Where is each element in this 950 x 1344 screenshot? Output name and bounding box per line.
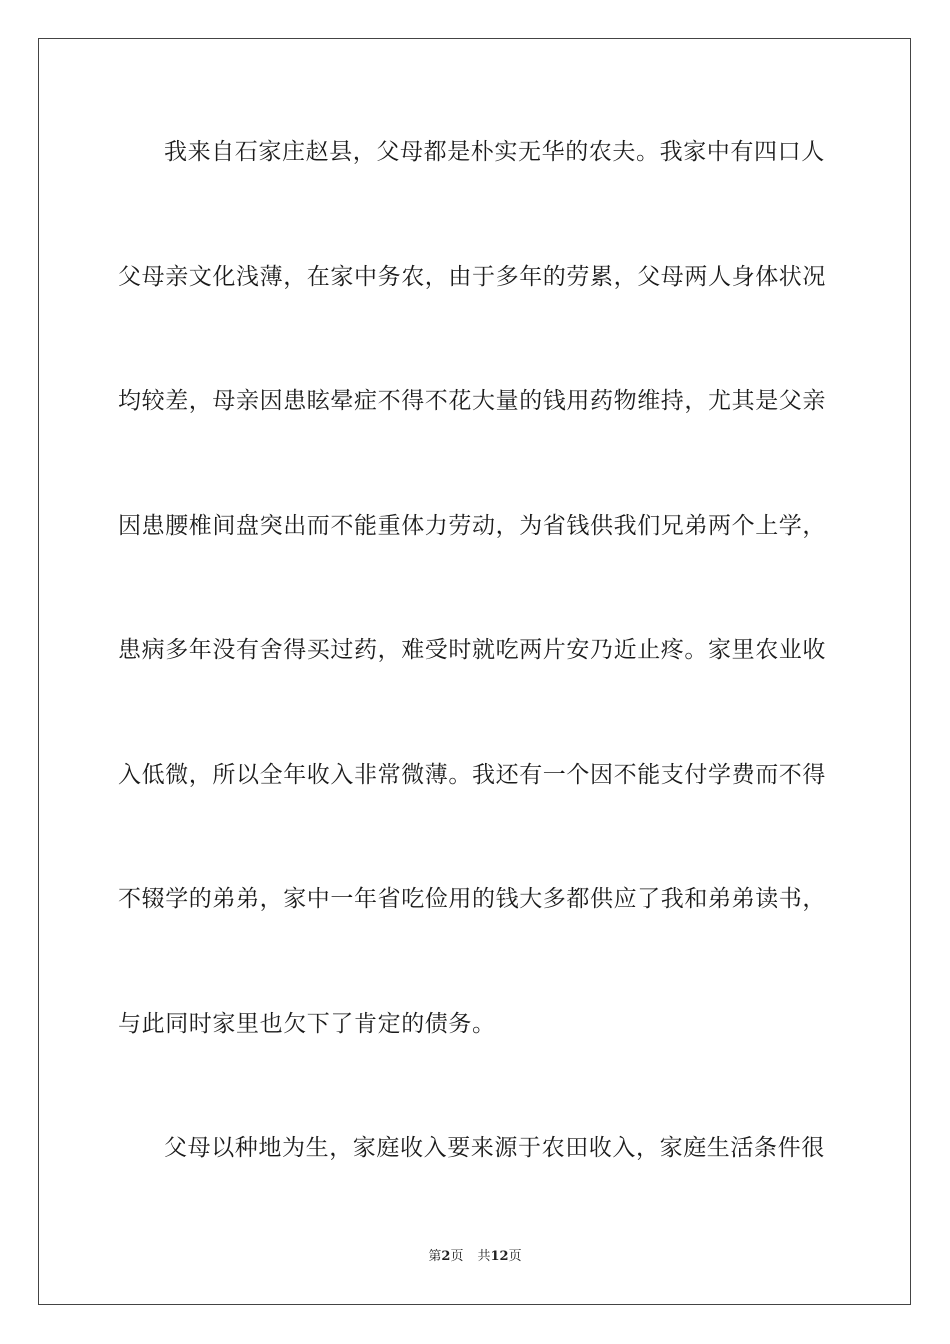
paragraph-1-line-5: 患病多年没有舍得买过药，难受时就吃两片安乃近止疼。家里农业收 [118,637,826,663]
total-pages: 12 [490,1249,509,1264]
total-suffix: 页 [508,1249,522,1264]
page-footer [0,1248,950,1266]
paragraph-2-line-1: 父母以种地为生，家庭收入要来源于农田收入，家庭生活条件很 [164,1135,825,1161]
paragraph-1-line-6: 入低微，所以全年收入非常微薄。我还有一个因不能支付学费而不得 [118,762,826,788]
paragraph-1-line-2: 父母亲文化浅薄，在家中务农，由于多年的劳累，父母两人身体状况 [118,264,826,290]
paragraph-1-line-1: 我来自石家庄赵县，父母都是朴实无华的农夫。我家中有四口人 [164,139,825,165]
paragraph-1-line-7: 不辍学的弟弟，家中一年省吃俭用的钱大多都供应了我和弟弟读书， [118,886,826,912]
page-number: 2 [441,1249,451,1264]
paragraph-1-line-8: 与此同时家里也欠下了肯定的债务。 [118,1011,496,1037]
paragraph-1-line-3: 均较差，母亲因患眩晕症不得不花大量的钱用药物维持，尤其是父亲 [118,388,826,414]
page-suffix: 页 [450,1249,464,1264]
page-border [38,38,911,1305]
page-prefix: 第 [428,1249,442,1264]
paragraph-1-line-4: 因患腰椎间盘突出而不能重体力劳动，为省钱供我们兄弟两个上学， [118,513,826,539]
total-prefix: 共 [477,1249,491,1264]
